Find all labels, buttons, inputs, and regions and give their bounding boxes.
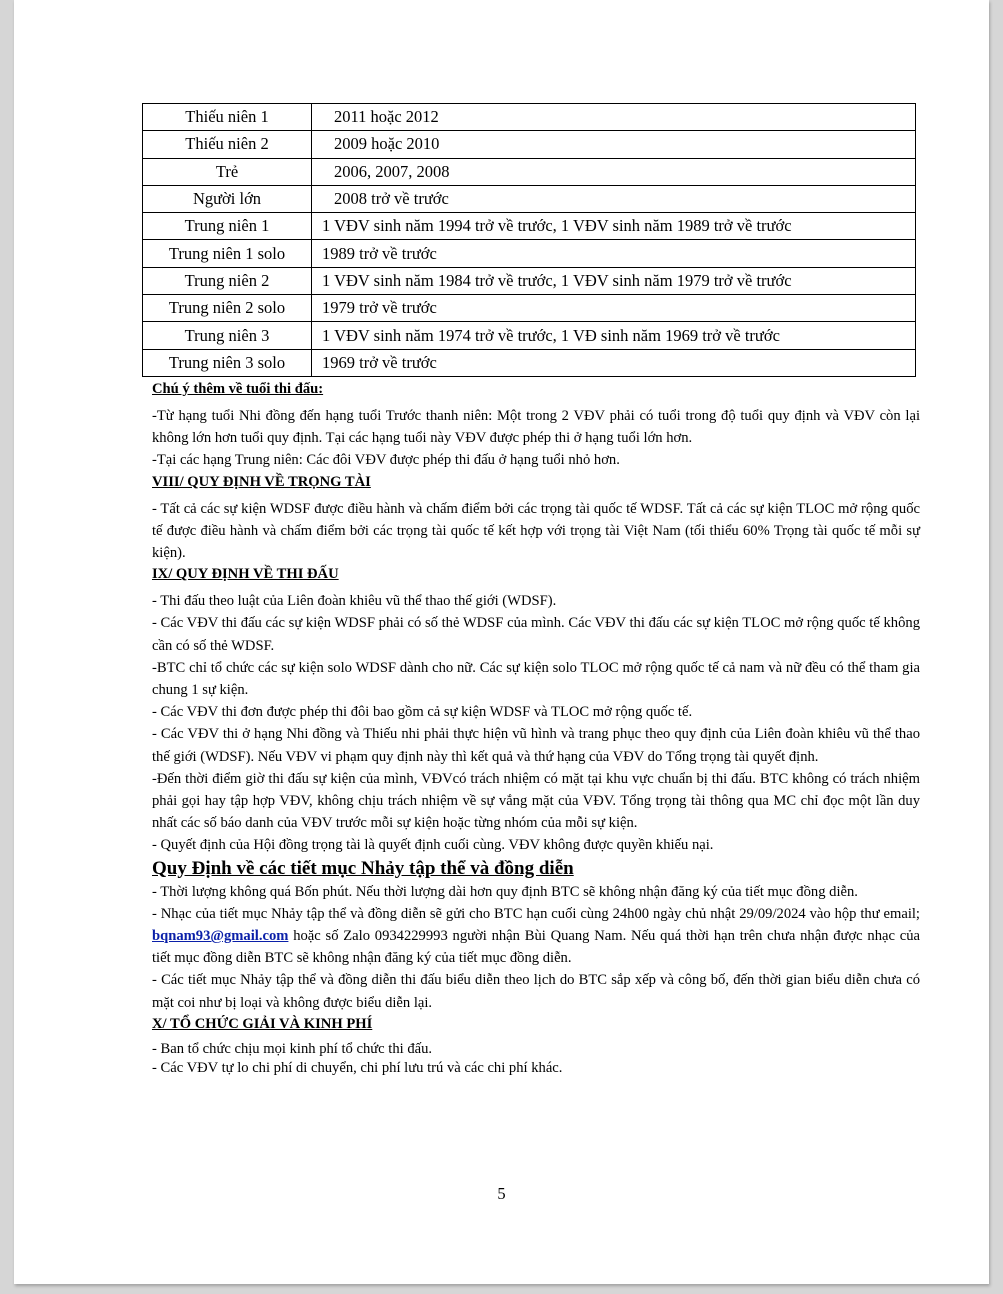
- page-content: [152, 103, 920, 1078]
- competition-paragraph: - Các VĐV thi đấu các sự kiện WDSF phải có số thẻ WDSF của mình. Các VĐV thi đấu các sự kiện TLOC mở rộng quốc tế không cần có số thẻ WDSF.: [152, 615, 920, 654]
- competition-paragraph: -Đến thời điểm giờ thi đấu sự kiện của mình, VĐVcó trách nhiệm có mặt tại khu vực chuẩn bị thi đấu. BTC không có trách nhiệm phải gọi hay tập hợp VĐV, không chịu trách nhiệm về sự vắng mặt của VĐV. Tổng trọng tài thông qua MC chỉ đọc một lần duy nhất các số báo danh của VĐV trước mỗi sự kiện hoặc từng nhóm của mỗi sự kiện.: [152, 770, 920, 832]
- group-rules-text: - Nhạc của tiết mục Nhảy tập thể và đồng diễn sẽ gửi cho BTC hạn cuối cùng 24h00 ngày chủ nhật 29/09/2024 vào hộp thư email;: [152, 905, 920, 922]
- age-category-cell: Trung niên 3: [143, 322, 312, 349]
- competition-paragraph: - Các VĐV thi đơn được phép thi đôi bao gồm cả sự kiện WDSF và TLOC mở rộng quốc tế.: [152, 704, 693, 721]
- section-heading-referee: VIII/ QUY ĐỊNH VỀ TRỌNG TÀI: [152, 473, 371, 490]
- referee-paragraph: - Tất cả các sự kiện WDSF được điều hành và chấm điểm bởi các trọng tài quốc tế WDSF. Tất cả các sự kiện TLOC mở rộng quốc tế được điều hành và chấm điểm bởi các trọng tài quốc tế kết hợp với trọng tài Việt Nam (tối thiểu 60% Trọng tài quốc tế mỗi sự kiện).: [152, 500, 920, 561]
- organization-paragraph: - Ban tổ chức chịu mọi kinh phí tổ chức thi đấu.: [152, 1040, 433, 1057]
- birth-year-cell: 1 VĐV sinh năm 1984 trở về trước, 1 VĐV sinh năm 1979 trở về trước: [312, 267, 916, 294]
- age-note-paragraph: -Tại các hạng Trung niên: Các đôi VĐV được phép thi đấu ở hạng tuổi nhỏ hơn.: [152, 452, 620, 469]
- group-rules-text: hoặc số Zalo 0934229993 người nhận Bùi Quang Nam. Nếu quá thời hạn trên chưa nhận được nhạc của tiết mục đồng diễn BTC sẽ không nhận đăng ký của tiết mục đồng diễn.: [152, 928, 920, 967]
- table-row: [143, 104, 916, 131]
- page-number: 5: [497, 1184, 506, 1203]
- group-rules-paragraph: - Các tiết mục Nhảy tập thể và đồng diễn thi đấu biểu diễn theo lịch do BTC sắp xếp và công bố, đến thời gian biểu diễn chưa có mặt coi như bị loại và không được biểu diễn lại.: [152, 972, 920, 1011]
- table-row: [143, 322, 916, 349]
- organization-paragraph: - Các VĐV tự lo chi phí di chuyển, chi phí lưu trú và các chi phí khác.: [152, 1059, 563, 1076]
- age-note-paragraph: -Từ hạng tuổi Nhi đồng đến hạng tuổi Trước thanh niên: Một trong 2 VĐV phải có tuổi trong độ tuổi quy định và VĐV còn lại không lớn hơn tuổi quy định. Tại các hạng tuổi này VĐV được phép thi ở hạng tuổi lớn hơn.: [152, 407, 920, 447]
- competition-paragraph: - Quyết định của Hội đồng trọng tài là quyết định cuối cùng. VĐV không được quyền khiếu nại.: [152, 837, 714, 854]
- birth-year-cell: 1989 trở về trước: [312, 240, 916, 267]
- table-row: [143, 240, 916, 267]
- age-category-cell: Trẻ: [143, 158, 312, 185]
- document-page: [14, 0, 989, 1284]
- age-category-cell: Trung niên 3 solo: [143, 349, 312, 376]
- table-row: [143, 295, 916, 322]
- age-category-cell: Trung niên 1: [143, 213, 312, 240]
- table-row: [143, 131, 916, 158]
- age-category-cell: Thiếu niên 1: [143, 104, 312, 131]
- competition-paragraph: - Các VĐV thi ở hạng Nhi đồng và Thiếu nhi phải thực hiện vũ hình và trang phục theo quy định của Liên đoàn khiêu vũ thể thao thế giới (WDSF). Nếu VĐV vi phạm quy định này thì kết quả và thứ hạng của VĐV do Tổng trọng tài quyết định.: [152, 726, 920, 765]
- age-category-cell: Thiếu niên 2: [143, 131, 312, 158]
- group-rules-heading: Quy Định về các tiết mục Nhảy tập thể và đồng diễn: [152, 857, 574, 879]
- table-row: [143, 267, 916, 294]
- birth-year-cell: 1979 trở về trước: [312, 295, 916, 322]
- age-category-cell: Người lớn: [143, 185, 312, 212]
- group-rules-paragraph: - Thời lượng không quá Bốn phút. Nếu thời lượng dài hơn quy định BTC sẽ không nhận đăng ký của tiết mục đồng diễn.: [152, 883, 858, 900]
- age-category-cell: Trung niên 2: [143, 267, 312, 294]
- birth-year-cell: 1 VĐV sinh năm 1994 trở về trước, 1 VĐV sinh năm 1989 trở về trước: [312, 213, 916, 240]
- age-note-heading: Chú ý thêm về tuổi thi đấu:: [152, 380, 324, 397]
- email-link[interactable]: bqnam93@gmail.com: [152, 928, 289, 945]
- birth-year-cell: 2011 hoặc 2012: [312, 104, 916, 131]
- group-rules-paragraph: [152, 903, 920, 970]
- competition-paragraph: - Thi đấu theo luật của Liên đoàn khiêu vũ thể thao thế giới (WDSF).: [152, 593, 557, 610]
- birth-year-cell: 2009 hoặc 2010: [312, 131, 916, 158]
- age-category-table: [142, 103, 916, 377]
- table-row: [143, 349, 916, 376]
- section-heading-organization: X/ TỔ CHỨC GIẢI VÀ KINH PHÍ: [152, 1015, 373, 1032]
- birth-year-cell: 2006, 2007, 2008: [312, 158, 916, 185]
- table-row: [143, 185, 916, 212]
- section-heading-competition: IX/ QUY ĐỊNH VỀ THI ĐẤU: [152, 566, 339, 583]
- table-row: [143, 158, 916, 185]
- table-row: [143, 213, 916, 240]
- birth-year-cell: 1 VĐV sinh năm 1974 trở về trước, 1 VĐ sinh năm 1969 trở về trước: [312, 322, 916, 349]
- birth-year-cell: 2008 trở về trước: [312, 185, 916, 212]
- age-category-cell: Trung niên 2 solo: [143, 295, 312, 322]
- birth-year-cell: 1969 trở về trước: [312, 349, 916, 376]
- age-category-cell: Trung niên 1 solo: [143, 240, 312, 267]
- competition-paragraph: -BTC chỉ tổ chức các sự kiện solo WDSF dành cho nữ. Các sự kiện solo TLOC mở rộng quốc tế cả nam và nữ đều có thể tham gia chung 1 sự kiện.: [152, 659, 920, 698]
